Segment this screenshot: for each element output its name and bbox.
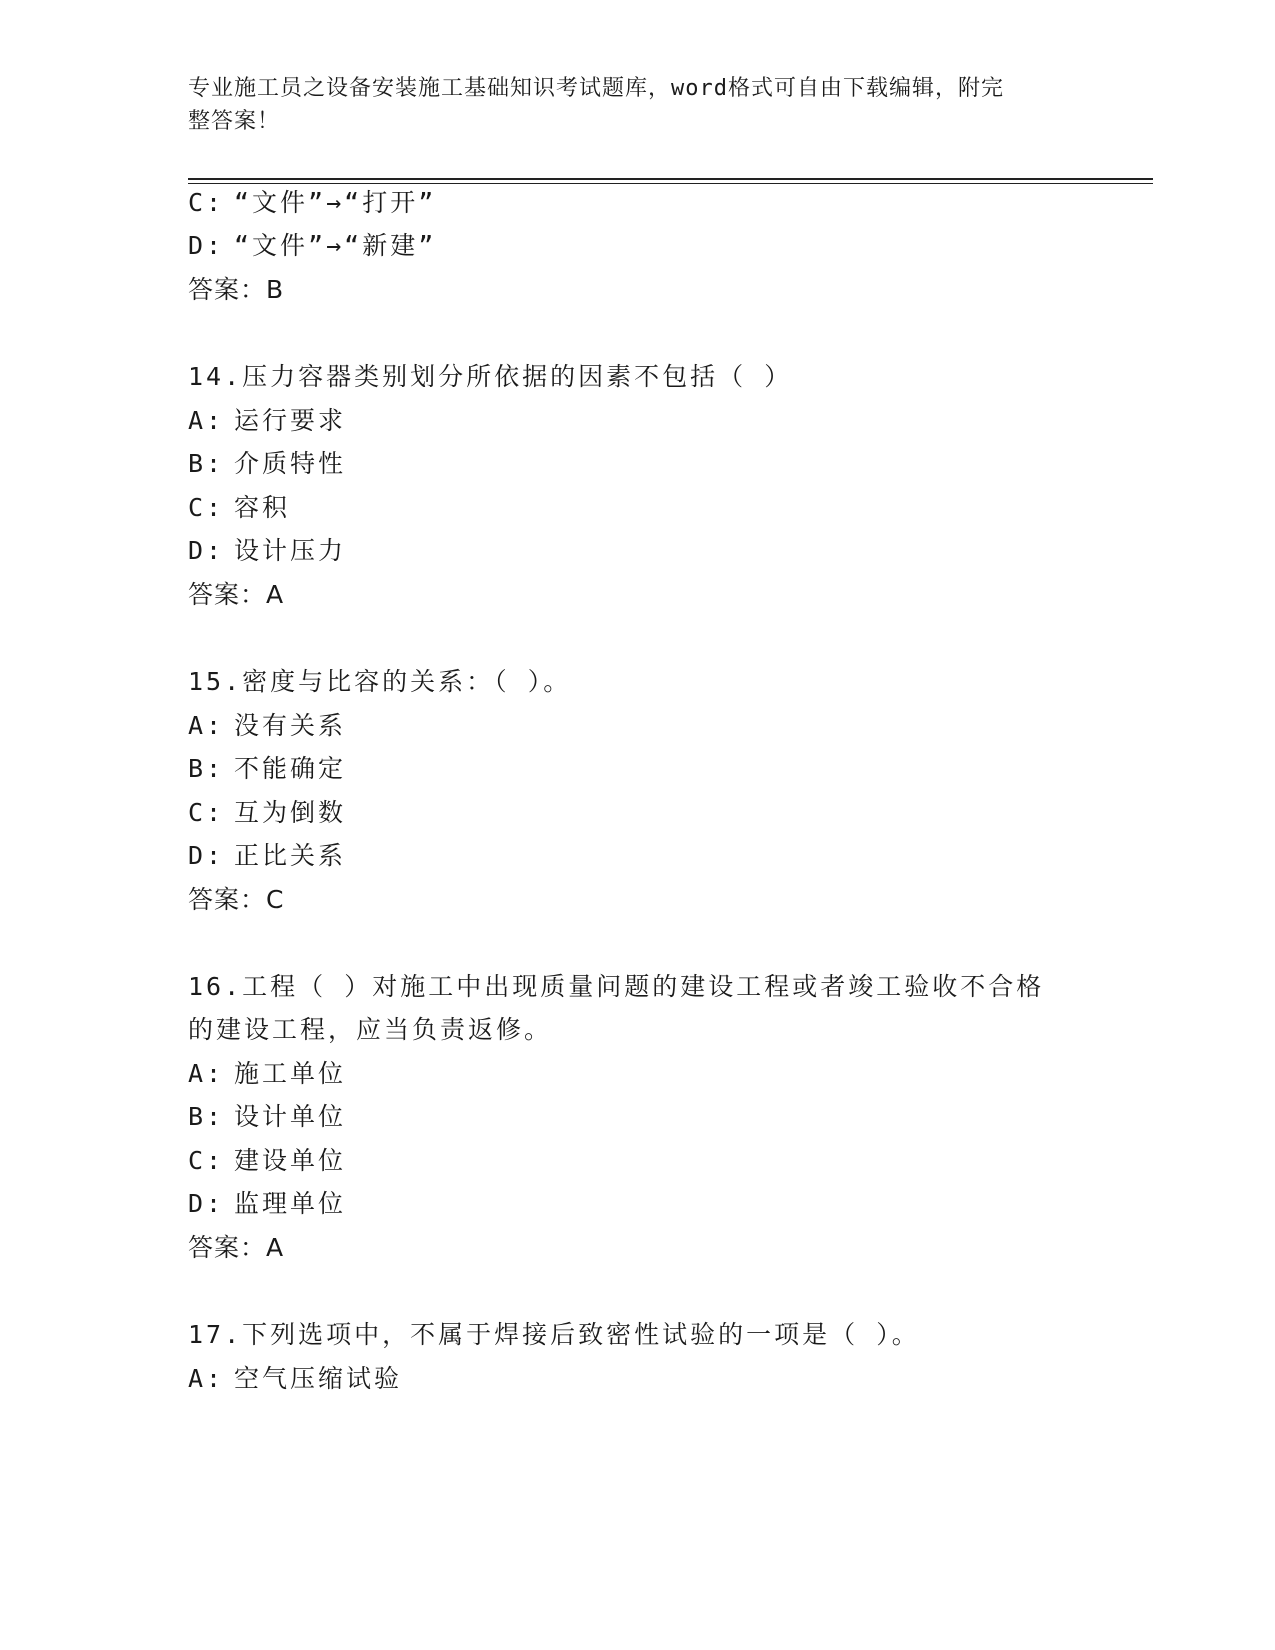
answer-label: 答案：B [188, 275, 285, 304]
header-line-2: 整答案！ [188, 109, 281, 134]
option-letter: D: [188, 536, 225, 565]
option-a [188, 711, 346, 741]
question-16-stem-line-2: 的建设工程，应当负责返修。 [188, 1015, 553, 1044]
answer-label: 答案：C [188, 885, 285, 914]
question-15-stem: 15.密度与比容的关系：（ ）。 [188, 667, 572, 696]
option-text: 建设单位 [234, 1146, 347, 1175]
option-a [188, 1059, 346, 1089]
option-c [188, 188, 436, 218]
option-b [188, 449, 346, 479]
answer-label: 答案：A [188, 580, 285, 609]
answer-label: 答案：A [188, 1233, 285, 1262]
option-letter: C: [188, 1146, 225, 1175]
header-line-1: 专业施工员之设备安装施工基础知识考试题库，word格式可自由下载编辑，附完 [188, 76, 1004, 101]
option-letter: D: [188, 231, 225, 260]
option-letter: C: [188, 188, 225, 217]
option-text: 不能确定 [234, 754, 347, 783]
option-text: 没有关系 [234, 711, 347, 740]
option-text: 设计压力 [234, 536, 347, 565]
option-d [188, 536, 346, 566]
header-divider [188, 178, 1153, 180]
question-16-stem-line-1: 16.工程（ ）对施工中出现质量问题的建设工程或者竣工验收不合格 [188, 972, 1045, 1001]
option-text: “文件”→“新建” [234, 231, 437, 260]
option-letter: A: [188, 1059, 225, 1088]
option-letter: D: [188, 841, 225, 870]
option-c [188, 493, 290, 523]
option-d [188, 1189, 346, 1219]
option-text: 空气压缩试验 [234, 1364, 403, 1393]
option-letter: A: [188, 1364, 225, 1393]
option-b [188, 1102, 346, 1132]
document-header [188, 72, 1088, 138]
option-d [188, 841, 346, 871]
option-c [188, 798, 346, 828]
option-text: 施工单位 [234, 1059, 347, 1088]
option-letter: C: [188, 493, 225, 522]
option-text: 容积 [234, 493, 291, 522]
header-divider-thin [188, 183, 1153, 184]
option-text: 监理单位 [234, 1189, 347, 1218]
option-text: 设计单位 [234, 1102, 347, 1131]
option-letter: B: [188, 449, 225, 478]
option-letter: A: [188, 711, 225, 740]
question-14-stem: 14.压力容器类别划分所依据的因素不包括（ ） [188, 362, 793, 391]
option-text: 互为倒数 [234, 798, 347, 827]
option-text: 介质特性 [234, 449, 347, 478]
option-a [188, 406, 346, 436]
option-letter: D: [188, 1189, 225, 1218]
option-text: “文件”→“打开” [234, 188, 437, 217]
option-letter: B: [188, 1102, 225, 1131]
option-text: 运行要求 [234, 406, 347, 435]
option-a [188, 1364, 402, 1394]
option-letter: B: [188, 754, 225, 783]
question-17-stem: 17.下列选项中，不属于焊接后致密性试验的一项是（ ）。 [188, 1320, 920, 1349]
option-letter: A: [188, 406, 225, 435]
option-text: 正比关系 [234, 841, 347, 870]
option-b [188, 754, 346, 784]
option-d [188, 231, 436, 261]
option-letter: C: [188, 798, 225, 827]
option-c [188, 1146, 346, 1176]
